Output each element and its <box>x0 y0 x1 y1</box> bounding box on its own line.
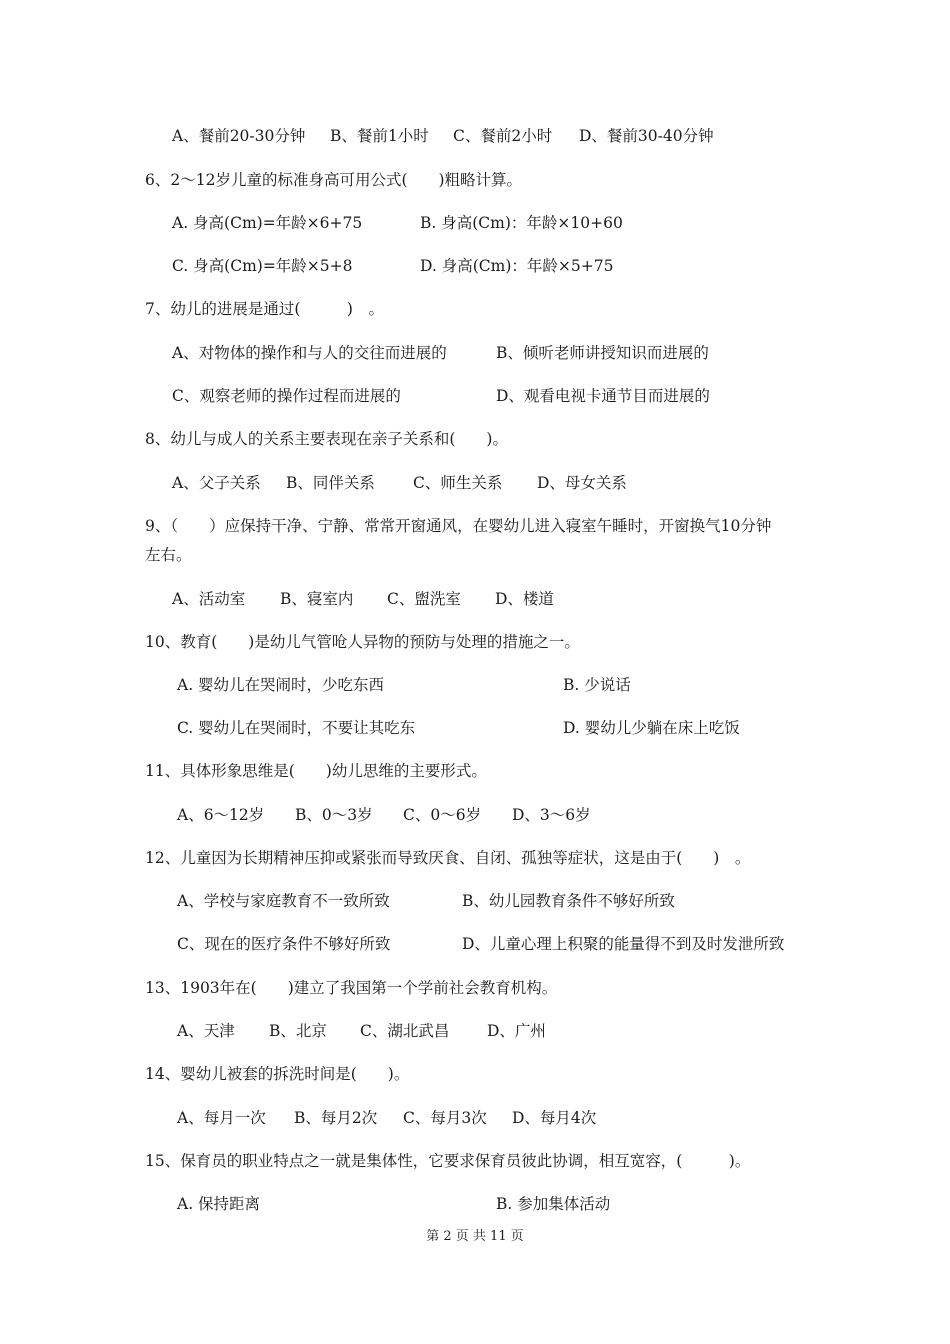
q9-option-a: A、活动室 <box>172 590 246 608</box>
q13-question: 13、1903年在( )建立了我国第一个学前社会教育机构。 <box>145 979 558 997</box>
q15-option-a: A. 保持距离 <box>177 1195 261 1213</box>
q9-option-d: D、楼道 <box>495 590 554 608</box>
q8-option-c: C、师生关系 <box>413 474 503 492</box>
q8-option-b: B、同伴关系 <box>286 474 375 492</box>
q15-option-b: B. 参加集体活动 <box>496 1195 611 1213</box>
q12-option-b: B、幼儿园教育条件不够好所致 <box>462 892 675 910</box>
q8-option-d: D、母女关系 <box>537 474 627 492</box>
q13-option-c: C、湖北武昌 <box>360 1022 450 1040</box>
q11-question: 11、具体形象思维是( )幼儿思维的主要形式。 <box>145 762 487 780</box>
q14-option-c: C、每月3次 <box>403 1109 487 1127</box>
q9-option-c: C、盥洗室 <box>387 590 461 608</box>
q6-option-b: B. 身高(Cm)：年龄×10+60 <box>420 214 623 232</box>
q10-question: 10、教育( )是幼儿气管呛人异物的预防与处理的措施之一。 <box>145 633 580 651</box>
q14-question: 14、婴幼儿被套的拆洗时间是( )。 <box>145 1065 410 1083</box>
page-number-footer: 第 2 页 共 11 页 <box>426 1229 524 1244</box>
q12-question: 12、儿童因为长期精神压抑或紧张而导致厌食、自闭、孤独等症状，这是由于( ) 。 <box>145 849 751 867</box>
q6-question: 6、2～12岁儿童的标准身高可用公式( )粗略计算。 <box>145 171 523 189</box>
q10-option-d: D. 婴幼儿少躺在床上吃饭 <box>563 719 740 737</box>
q12-option-d: D、儿童心理上积聚的能量得不到及时发泄所致 <box>462 935 785 953</box>
q6-option-a: A. 身高(Cm)=年龄×6+75 <box>172 214 363 232</box>
q5-option-a: A、餐前20-30分钟 <box>172 127 306 145</box>
q7-option-a: A、对物体的操作和与人的交往而进展的 <box>172 344 447 362</box>
q14-option-a: A、每月一次 <box>177 1109 266 1127</box>
q5-option-d: D、餐前30-40分钟 <box>579 127 714 145</box>
q9-question-line2: 左右。 <box>145 546 192 564</box>
q13-option-d: D、广州 <box>487 1022 546 1040</box>
q10-option-b: B. 少说话 <box>563 676 631 694</box>
q12-option-c: C、现在的医疗条件不够好所致 <box>177 935 391 953</box>
q13-option-b: B、北京 <box>269 1022 327 1040</box>
q12-option-a: A、学校与家庭教育不一致所致 <box>177 892 390 910</box>
q7-option-c: C、观察老师的操作过程而进展的 <box>172 387 401 405</box>
q11-option-c: C、0～6岁 <box>403 806 482 824</box>
q11-option-a: A、6～12岁 <box>177 806 265 824</box>
q13-option-a: A、天津 <box>177 1022 235 1040</box>
q5-option-c: C、餐前2小时 <box>453 127 553 145</box>
q11-option-d: D、3～6岁 <box>512 806 591 824</box>
q14-option-d: D、每月4次 <box>512 1109 597 1127</box>
q14-option-b: B、每月2次 <box>294 1109 378 1127</box>
q15-question: 15、保育员的职业特点之一就是集体性，它要求保育员彼此协调，相互宽容，( )。 <box>145 1152 751 1170</box>
q8-question: 8、幼儿与成人的关系主要表现在亲子关系和( )。 <box>145 430 508 448</box>
q11-option-b: B、0～3岁 <box>295 806 373 824</box>
q9-option-b: B、寝室内 <box>280 590 354 608</box>
q9-question-line1: 9、（ ）应保持干净、宁静、常常开窗通风，在婴幼儿进入寝室午睡时，开窗换气10分钟 <box>145 517 772 535</box>
q10-option-c: C. 婴幼儿在哭闹时，不要让其吃东 <box>177 719 416 737</box>
q7-question: 7、幼儿的进展是通过( ) 。 <box>145 300 384 318</box>
q8-option-a: A、父子关系 <box>172 474 261 492</box>
q10-option-a: A. 婴幼儿在哭闹时，少吃东西 <box>177 676 385 694</box>
q7-option-b: B、倾听老师讲授知识而进展的 <box>496 344 709 362</box>
q7-option-d: D、观看电视卡通节目而进展的 <box>496 387 710 405</box>
q6-option-c: C. 身高(Cm)=年龄×5+8 <box>172 257 353 275</box>
q6-option-d: D. 身高(Cm)：年龄×5+75 <box>420 257 614 275</box>
q5-option-b: B、餐前1小时 <box>330 127 429 145</box>
